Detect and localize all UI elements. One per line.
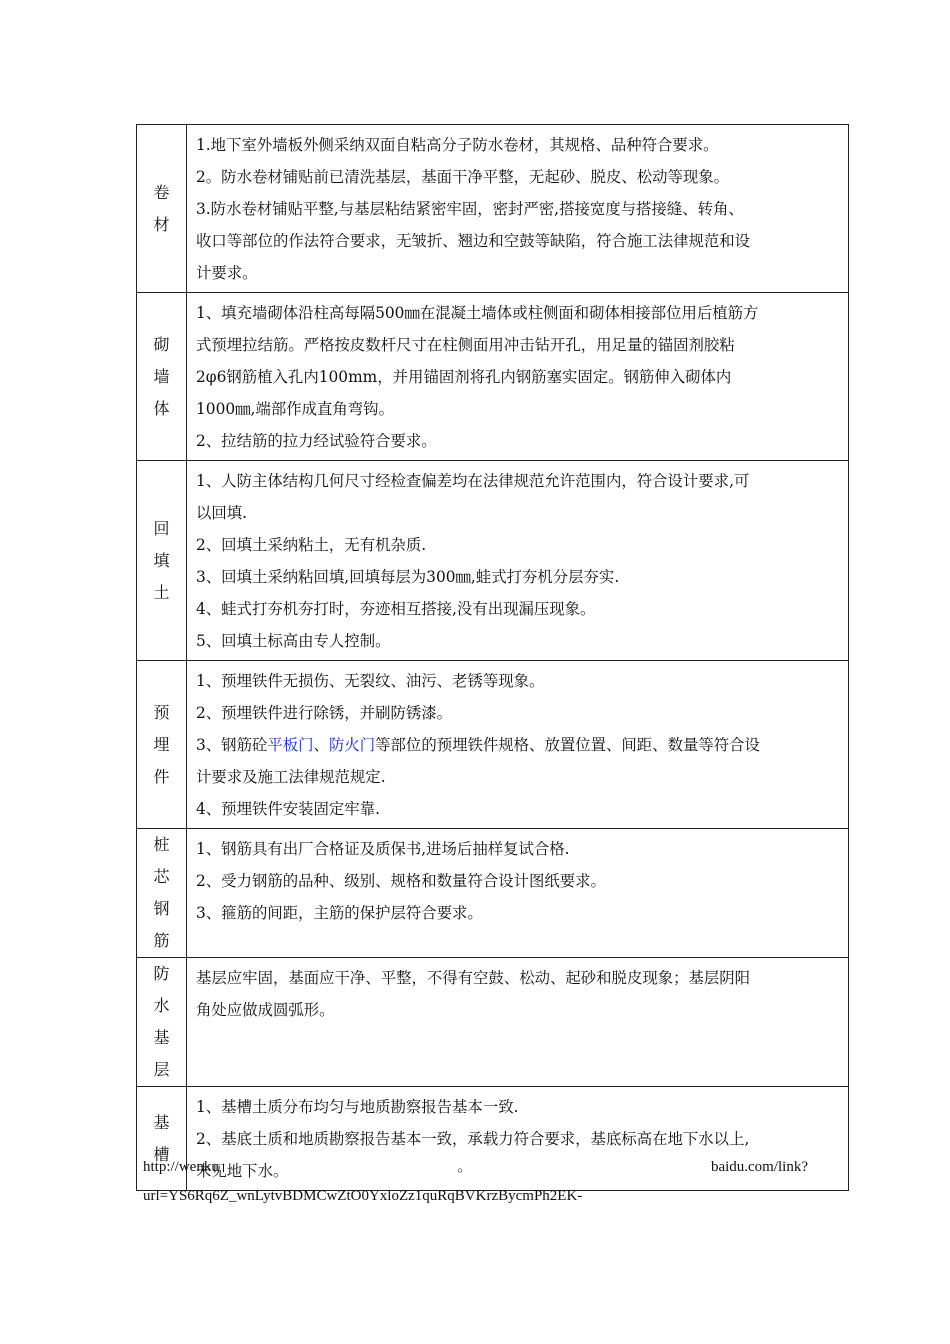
row-label-cell [137, 461, 187, 661]
row-label-cell [137, 293, 187, 461]
table-row-roll-material [137, 125, 849, 293]
line-separator: 、 [313, 736, 329, 754]
row-label-cell [137, 829, 187, 958]
content-line: 1000㎜,端部作成直角弯钩。 [196, 400, 394, 418]
row-label: 预埋件 [153, 702, 170, 786]
content-line-with-links [196, 729, 840, 761]
table-row-waterproof-base [137, 958, 849, 1087]
content-line: 收口等部位的作法符合要求，无皱折、翘边和空鼓等缺陷，符合施工法律规范和设 [196, 232, 751, 250]
content-line: 以回填. [196, 504, 248, 522]
content-line: 2。防水卷材铺贴前已清洗基层，基面干净平整，无起砂、脱皮、松动等现象。 [196, 168, 730, 186]
row-content-cell [187, 829, 849, 958]
content-line: 角处应做成圆弧形。 [196, 1001, 335, 1019]
row-label: 卷材 [153, 182, 170, 234]
row-label-cell [137, 958, 187, 1087]
footer-url-right[interactable]: baidu.com/link? [710, 1159, 808, 1175]
table-row-backfill [137, 461, 849, 661]
content-line: 2φ6钢筋植入孔内100mm，并用锚固剂将孔内钢筋塞实固定。钢筋伸入砌体内 [196, 368, 732, 386]
content-line: 3、箍筋的间距，主筋的保护层符合要求。 [196, 904, 483, 922]
content-line: 2、拉结筋的拉力经试验符合要求。 [196, 432, 437, 450]
content-line: 1、基槽土质分布均匀与地质勘察报告基本一致. [196, 1098, 519, 1116]
row-label: 防水基层 [153, 964, 170, 1079]
content-line: 2、基底土质和地质勘察报告基本一致，承载力符合要求，基底标高在地下水以上, [196, 1130, 750, 1148]
content-line: 1、人防主体结构几何尺寸经检查偏差均在法律规范允许范围内，符合设计要求,可 [196, 472, 750, 490]
fire-door-link[interactable]: 防火门 [328, 736, 376, 754]
row-content-cell [187, 958, 849, 1087]
content-line: 1、预埋铁件无损伤、无裂纹、油污、老锈等现象。 [196, 672, 545, 690]
table-row-embedded-parts [137, 661, 849, 829]
content-line: 计要求及施工法律规范规定. [196, 768, 386, 786]
content-line: 2、回填土采纳粘土，无有机杂质. [196, 536, 427, 554]
content-line: 未见地下水。 [196, 1162, 289, 1180]
row-label-cell [137, 661, 187, 829]
content-line: 4、预埋铁件安装固定牢靠. [196, 800, 380, 818]
line-suffix: 等部位的预埋铁件规格、放置位置、间距、数量等符合设 [375, 736, 760, 754]
table-row-pile-core-rebar [137, 829, 849, 958]
content-line: 2、受力钢筋的品种、级别、规格和数量符合设计图纸要求。 [196, 872, 606, 890]
line-prefix: 3、钢筋砼 [196, 736, 268, 754]
row-label: 桩芯钢筋 [153, 835, 170, 950]
content-line: 基层应牢固，基面应干净、平整，不得有空鼓、松动、起砂和脱皮现象；基层阴阳 [196, 969, 751, 987]
content-line: 计要求。 [196, 264, 258, 282]
table-row-masonry-wall [137, 293, 849, 461]
content-line: 5、回填土标高由专人控制。 [196, 632, 391, 650]
row-label: 回填土 [153, 518, 170, 602]
flat-door-link[interactable]: 平板门 [267, 736, 314, 754]
content-line: 3、回填土采纳粘回填,回填每层为300㎜,蛙式打夯机分层夯实. [196, 568, 620, 586]
row-label: 基槽 [153, 1112, 170, 1164]
row-content-cell [187, 461, 849, 661]
content-line: 4、蛙式打夯机夯打时，夯迹相互搭接,没有出现漏压现象。 [196, 600, 596, 618]
footer-url-line1 [143, 1153, 808, 1182]
inspection-table [136, 124, 849, 1191]
content-line: 3.防水卷材铺贴平整,与基层粘结紧密牢固，密封严密,搭接宽度与搭接缝、转角、 [196, 200, 744, 218]
row-content-cell [187, 293, 849, 461]
content-line: 1.地下室外墙板外侧采纳双面自粘高分子防水卷材，其规格、品种符合要求。 [196, 136, 719, 154]
content-line: 式预埋拉结筋。严格按皮数杆尺寸在柱侧面用冲击钻开孔，用足量的锚固剂胶粘 [196, 336, 735, 354]
row-content-cell [187, 661, 849, 829]
row-label-cell [137, 125, 187, 293]
content-line: 2、预埋铁件进行除锈，并刷防锈漆。 [196, 704, 453, 722]
content-line: 1、钢筋具有出厂合格证及质保书,进场后抽样复试合格. [196, 840, 570, 858]
footer-url [143, 1153, 808, 1211]
footer-url-left[interactable]: http://wenku [143, 1159, 219, 1175]
content-line: 1、填充墙砌体沿柱高每隔500㎜在混凝土墙体或柱侧面和砌体相接部位用后植筋方 [196, 304, 759, 322]
footer-url-line2[interactable]: url=YS6Rq6Z_wnLytvBDMCwZtO0YxloZz1quRqBVKrzBycmPh2EK- [143, 1188, 583, 1204]
footer-url-middle: 。 [457, 1159, 473, 1175]
row-label: 砌墙体 [153, 334, 170, 418]
row-content-cell [187, 125, 849, 293]
